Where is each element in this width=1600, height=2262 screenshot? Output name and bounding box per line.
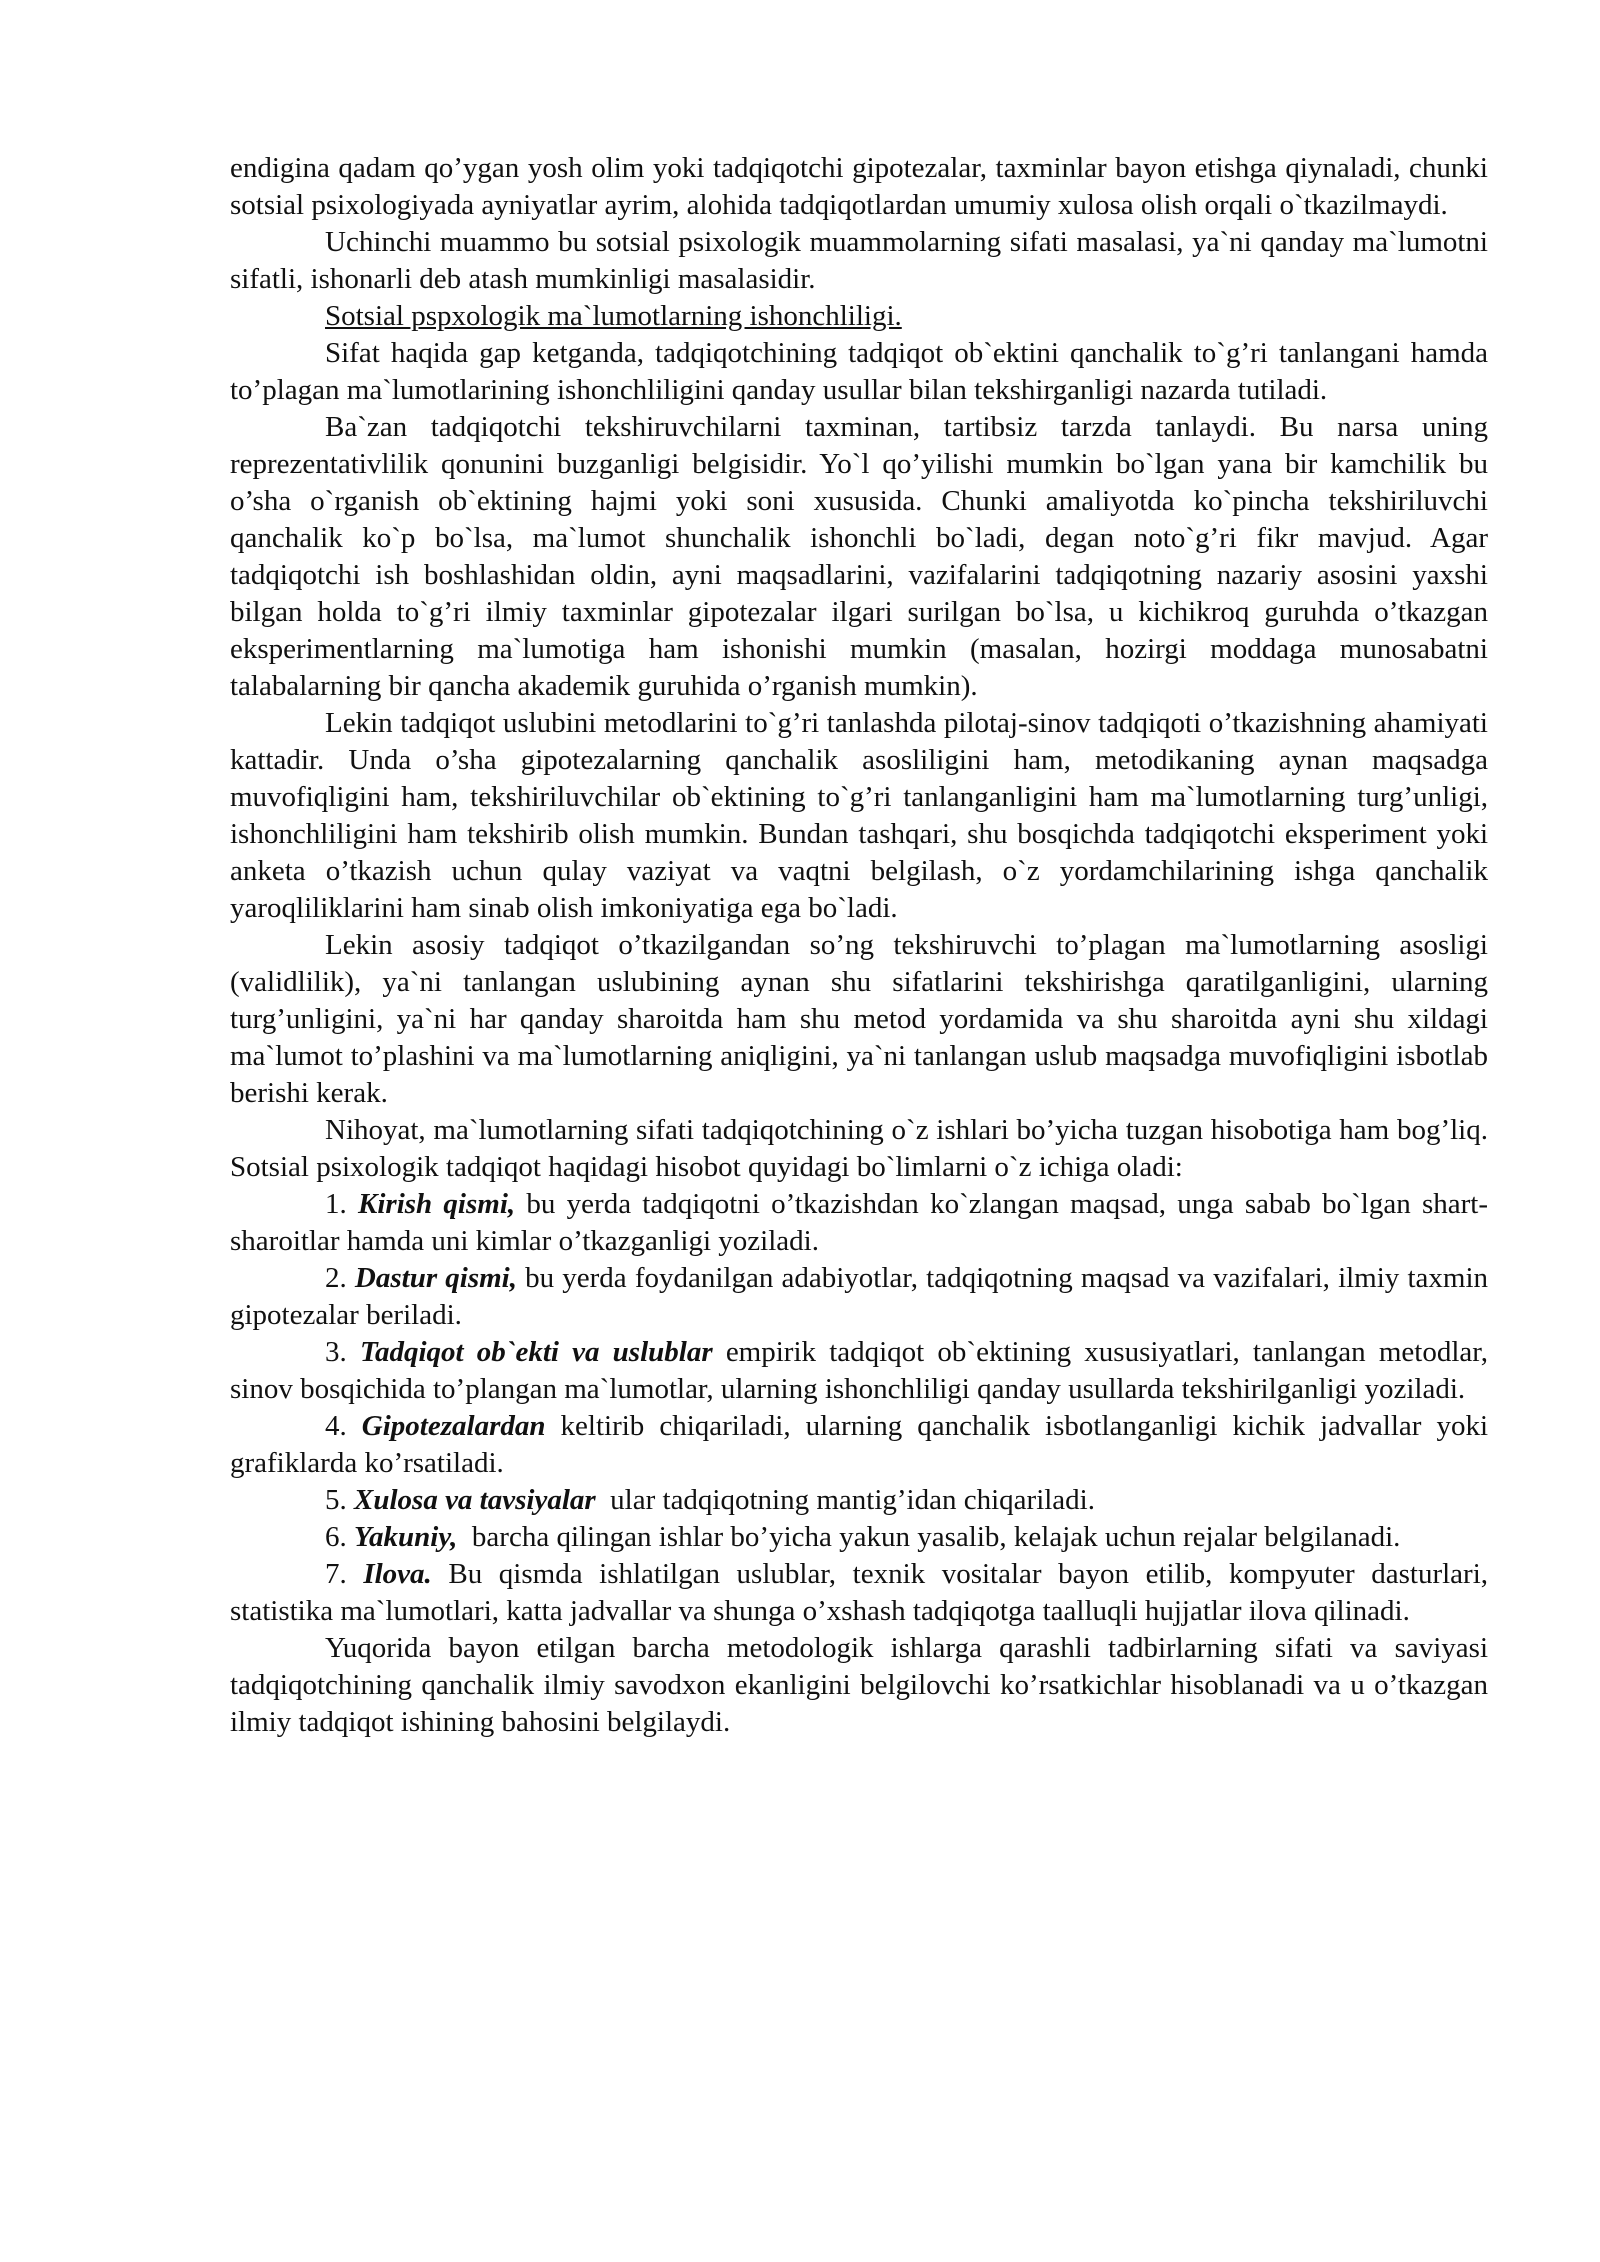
list-item-title: Tadqiqot ob`ekti va uslublar [359, 1336, 713, 1368]
list-item-title: Dastur qismi, [354, 1262, 517, 1294]
list-item-text: ular tadqiqotning mantig’idan chiqariladi. [610, 1484, 1095, 1516]
paragraph-third-problem: Uchinchi muammo bu sotsial psixologik muammolarning sifati masalasi, ya`ni qanday ma`lumotni sifatli, ishonarli deb atash mumkinligi masalasidir. [230, 226, 1488, 295]
list-item [230, 1408, 1488, 1482]
list-item [230, 1519, 1488, 1556]
list-item-number: 7. [325, 1558, 364, 1590]
list-item-separator [596, 1484, 611, 1516]
section-heading [230, 298, 1488, 335]
list-item [230, 1334, 1488, 1408]
paragraph-conclusion: Yuqorida bayon etilgan barcha metodologik ishlarga qarashli tadbirlarning sifati va saviyasi tadqiqotchining qanchalik ilmiy savodxon ekanligini belgilovchi ko’rsatkichlar hisoblanadi va u o’tkazgan ilmiy tadqiqot ishining bahosini belgilaydi. [230, 1632, 1488, 1738]
list-item-number: 6. [325, 1521, 354, 1553]
paragraph-pilot-study: Lekin tadqiqot uslubini metodlarini to`g’ri tanlashda pilotaj-sinov tadqiqoti o’tkazishning ahamiyati kattadir. Unda o’sha gipotezalarning qanchalik asosliligini ham, metodikaning aynan maqsadga muvofiqligini ham, tekshiriluvchilar ob`ektining to`g’ri tanlanganligini ham ma`lumotlarning turg’unligi, ishonchliligini ham tekshirib olish mumkin. Bundan tashqari, shu bosqichda tadqiqotchi eksperiment yoki anketa o’tkazish uchun qulay vaziyat va vaqtni belgilash, o`z yordamchilarining ishga qanchalik yaroqliliklarini ham sinab olish imkoniyatiga ega bo`ladi. [230, 707, 1488, 924]
list-item-separator [517, 1262, 525, 1294]
list-item-number: 4. [325, 1410, 362, 1442]
list-item-text: keltirib chiqariladi, ularning qanchalik isbotlanganligi kichik jadvallar yoki grafiklarda ko’rsatiladi. [230, 1410, 1489, 1479]
paragraph-sampling: Ba`zan tadqiqotchi tekshiruvchilarni taxminan, tartibsiz tarzda tanlaydi. Bu narsa uning reprezentativlilik qonunini buzganligi belgisidir. Yo`l qo’yilishi mumkin bo`lgan yana bir kamchilik bu o’sha o`rganish ob`ektining hajmi yoki soni xususida. Chunki amaliyotda ko`pincha tekshiriluvchi qanchalik ko`p bo`lsa, ma`lumot shunchalik ishonchli bo`ladi, degan noto`g’ri fikr mavjud. Agar tadqiqotchi ish boshlashidan oldin, ayni maqsadlarini, vazifalarini tadqiqotning nazariy asosini yaxshi bilgan holda to`g’ri ilmiy taxminlar gipotezalar ilgari surilgan bo`lsa, u kichikroq guruhda o’tkazgan eksperimentlarning ma`lumotiga ham ishonishi mumkin (masalan, hozirgi moddaga munosabatni talabalarning bir qancha akademik guruhida o’rganish mumkin). [230, 411, 1488, 702]
section-heading-text: Sotsial pspxologik ma`lumotlarning ishonchliligi. [325, 300, 902, 332]
list-item-title: Yakuniy, [354, 1521, 458, 1553]
list-item-title: Ilova. [363, 1558, 432, 1590]
list-item [230, 1186, 1488, 1260]
document-page [230, 150, 1488, 1741]
list-item-separator [545, 1410, 560, 1442]
list-item-separator [713, 1336, 726, 1368]
list-item [230, 1556, 1488, 1630]
list-item-title: Gipotezalardan [361, 1410, 546, 1442]
list-item-separator [457, 1521, 472, 1553]
paragraph-validity: Lekin asosiy tadqiqot o’tkazilgandan so’ng tekshiruvchi to’plagan ma`lumotlarning asosligi (validlilik), ya`ni tanlangan uslubining aynan shu sifatlarini tekshirishga qaratilganligini, ularning turg’unligini, ya`ni har qanday sharoitda ham shu metod yordamida va shu sharoitda ayni shu xildagi ma`lumot to’plashini va ma`lumotlarning aniqligini, ya`ni tanlangan uslub maqsadga muvofiqligini isbotlab berishi kerak. [230, 929, 1488, 1109]
list-item-text: Bu qismda ishlatilgan uslublar, texnik vositalar bayon etilib, kompyuter dasturlari, statistika ma`lumotlari, katta jadvallar va shunga o’xshash tadqiqotga taalluqli hujjatlar ilova qilinadi. [230, 1558, 1488, 1627]
paragraph-report: Nihoyat, ma`lumotlarning sifati tadqiqotchining o`z ishlari bo’yicha tuzgan hisobotiga ham bog’liq. Sotsial psixologik tadqiqot haqidagi hisobot quyidagi bo`limlarni o`z ichiga oladi: [230, 1114, 1488, 1183]
list-item [230, 1260, 1488, 1334]
paragraph-intro: endigina qadam qo’ygan yosh olim yoki tadqiqotchi gipotezalar, taxminlar bayon etishga qiynaladi, chunki sotsial psixologiyada ayniyatlar ayrim, alohida tadqiqotlardan umumiy xulosa olish orqali o`tkazilmaydi. [230, 152, 1488, 221]
list-item-separator [432, 1558, 449, 1590]
list-item-number: 2. [325, 1262, 355, 1294]
list-item-separator [515, 1188, 526, 1220]
list-item-text: bu yerda tadqiqotni o’tkazishdan ko`zlangan maqsad, unga sabab bo`lgan shart-sharoitlar hamda uni kimlar o’tkazganligi yoziladi. [230, 1188, 1489, 1257]
list-item-number: 5. [325, 1484, 354, 1516]
list-item-text: bu yerda foydanilgan adabiyotlar, tadqiqotning maqsad va vazifalari, ilmiy taxmin gipotezalar beriladi. [230, 1262, 1488, 1331]
list-item-text: empirik tadqiqot ob`ektining xususiyatlari, tanlangan metodlar, sinov bosqichida to’plangan ma`lumotlar, ularning ishonchliligi qanday usullarda tekshirilganligi yoziladi. [230, 1336, 1489, 1405]
list-item-number: 3. [325, 1336, 360, 1368]
list-item-text: barcha qilingan ishlar bo’yicha yakun yasalib, kelajak uchun rejalar belgilanadi. [471, 1521, 1401, 1553]
list-item [230, 1482, 1488, 1519]
paragraph-quality: Sifat haqida gap ketganda, tadqiqotchining tadqiqot ob`ektini qanchalik to`g’ri tanlangani hamda to’plagan ma`lumotlarining ishonchliligini qanday usullar bilan tekshirganligi nazarda tutiladi. [230, 337, 1488, 406]
list-item-title: Kirish qismi, [358, 1188, 516, 1220]
list-item-title: Xulosa va tavsiyalar [354, 1484, 596, 1516]
list-item-number: 1. [325, 1188, 359, 1220]
